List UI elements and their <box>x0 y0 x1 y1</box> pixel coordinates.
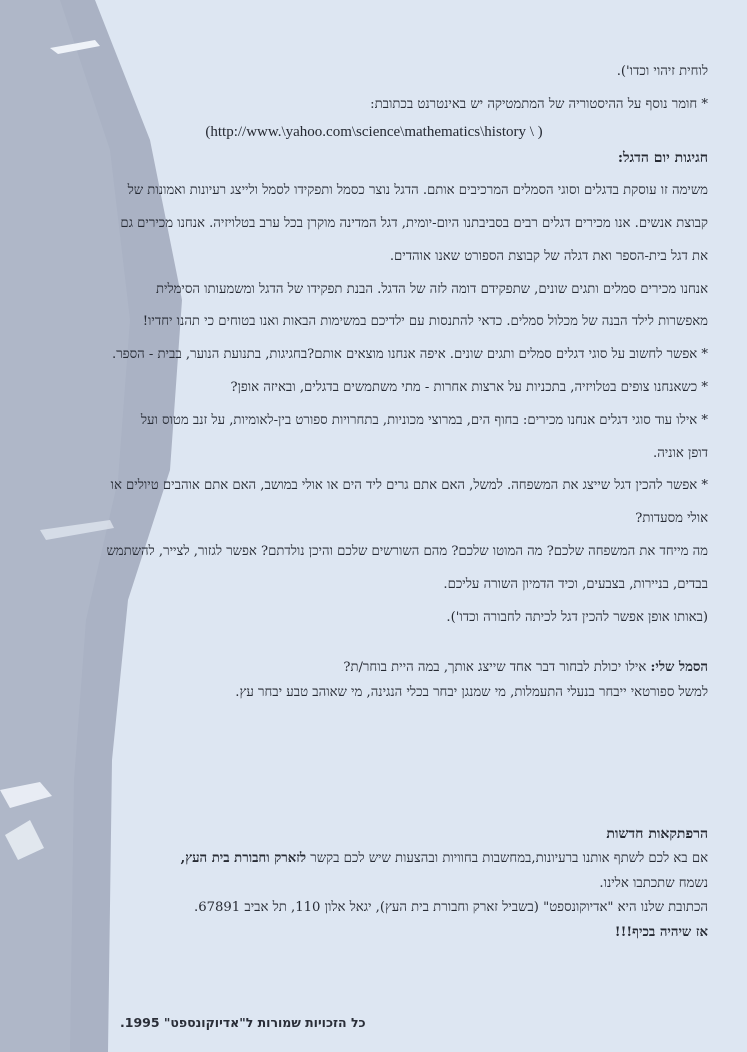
text-line: מה מייחד את המשפחה שלכם? מה המוטו שלכם? מהם השורשים שלכם והיכן נולדתם? אפשר לגזור, לצייר, להשתמש <box>106 543 708 559</box>
text-line: * כשאנחנו צופים בטלויזיה, בתכניות על ארצות אחרות - מתי משתמשים בדגלים, ובאיזה אופן? <box>230 379 708 395</box>
text-line: * אפשר להכין דגל שייצג את המשפחה. למשל, האם אתם גרים ליד הים או אולי במושב, האם אתם אוהבים טיולים או <box>110 478 708 494</box>
text-line: (באותו אופן אפשר להכין דגל לכיתה לחבורה וכדו'). <box>446 609 708 625</box>
postal-address: הכתובת שלנו היא "אדיוקונספט" (בשביל זארק וחבורת בית העץ), יגאל אלון 110, תל אביב 67891. <box>194 900 708 916</box>
text-line: אנחנו מכירים סמלים ותגים שונים, שתפקידם דומה לזה של הדגל. הבנת תפקידו של הדגל ומשמעותו הסימלית <box>155 281 708 297</box>
text-line: משימה זו עוסקת בדגלים וסוגי הסמלים המרכיבים אותם. הדגל נוצר כסמל ותפקידו לסמל ולייצג רעיונות ואמונות של <box>127 183 708 199</box>
text-line: אולי מסעדות? <box>635 511 708 527</box>
text-line: קבוצת אנשים. אנו מכירים דגלים רבים בסביבתנו היום-יומית, דגל המדינה מוקרן בכל ערב בטלויזיה. אנחנו מכירים גם <box>120 215 708 231</box>
copyright-notice: כל הזכויות שמורות ל"אדיוקונספט" 1995. <box>120 1015 366 1030</box>
text-line: * אפשר לחשוב על סוגי דגלים סמלים ותגים שונים. איפה אנחנו מוצאים אותם?בחגיגות, בתנועת הנוער, בבית - הספר. <box>112 347 708 363</box>
my-symbol-question: אילו יכולת לבחור דבר אחד שייצג אותך, במה היית בוחר/ת? <box>343 660 651 676</box>
my-symbol-line <box>40 656 708 681</box>
text-line: * אילו עוד סוגי דגלים אנחנו מכירים: בחוף הים, במרוצי מכוניות, בתחרויות ספורט בין-לאומיות, על זנב מטוס ועל <box>140 412 708 428</box>
text-line: מאפשרות לילד הבנה של מכלול סמלים. כדאי להתנסות עם ילדיכם במשימות הבאות ואנו בטוחים כי תהנו יחדיו! <box>142 314 708 330</box>
invite-text: אם בא לכם לשתף אותנו ברעיונות,במחשבות בחוויות ובהצעות שיש לכם בקשר <box>306 850 708 866</box>
my-symbol-heading: הסמל שלי: <box>650 660 708 676</box>
document-body <box>40 60 708 946</box>
internet-address: (http://www.\yahoo.com\science\mathematics\history \ ) <box>205 123 543 140</box>
closing-line: אז שיהיה בכיף!!! <box>614 925 708 941</box>
section-heading-flag-day: חגיגות יום הדגל: <box>617 150 708 167</box>
section-heading-new-adventures: הרפתקאות חדשות <box>606 825 708 842</box>
text-line: למשל ספורטאי ייבחר בנעלי התעמלות, מי שמנגן יבחר בכלי הנגינה, מי שאוהב טבע יבחר עץ. <box>235 685 708 701</box>
text-line: * חומר נוסף על ההיסטוריה של המתמטיקה יש באינטרנט בכתובת: <box>370 96 708 112</box>
brand-mention: לזארק וחבורת בית העץ, <box>180 850 307 866</box>
text-line: לוחית זיהוי וכדו'). <box>616 64 708 79</box>
text-line <box>40 847 708 872</box>
text-line: נשמח שתכתבו אלינו. <box>599 875 708 891</box>
text-line: את דגל בית-הספר ואת דגלה של קבוצת הספורט שאנו אוהדים. <box>389 248 708 264</box>
text-line: בבדים, בניירות, בצבעים, וכיד הדמיון השורה עליכם. <box>443 576 708 592</box>
text-line: דופן אוניה. <box>653 445 708 461</box>
